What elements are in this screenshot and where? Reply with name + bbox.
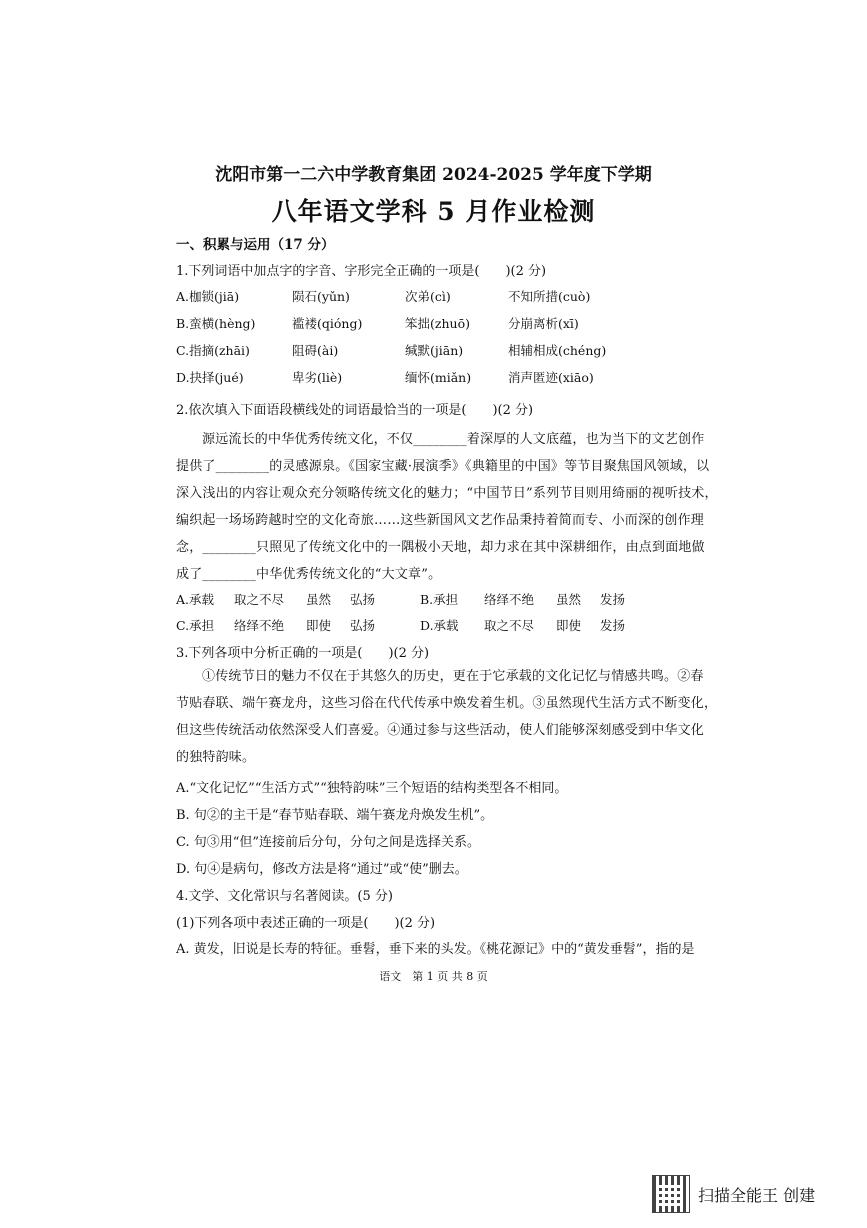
q2-option-d-4: 发扬 [600, 618, 626, 633]
q2-option-a-3: 虽然 [306, 592, 332, 607]
q1-option-a-4: 不知所措(cuò) [508, 289, 591, 304]
q3-passage-line: 但这些传统活动依然深受人们喜爱。④通过参与这些活动，使人们能够深刻感受到中华文化 [176, 723, 705, 738]
q2-option-a-4: 弘扬 [350, 592, 376, 607]
q2-passage-line: 深入浅出的内容让观众充分领略传统文化的魅力；“中国节日”系列节目则用绮丽的视听技术， [176, 486, 718, 501]
q2-option-a-1: A.承载 [176, 592, 215, 607]
q2-passage-line: 源远流长的中华优秀传统文化，不仅________着深厚的人文底蕴，也为当下的文艺创作 [202, 432, 705, 447]
q1-option-d-4: 消声匿迹(xiāo) [508, 370, 594, 385]
q2-option-a-2: 取之不尽 [234, 592, 285, 607]
q1-option-c-3: 缄默(jiān) [405, 343, 464, 358]
section-heading: 一、积累与运用（17 分） [176, 237, 335, 253]
q2-option-d-1: D.承载 [420, 618, 459, 633]
q3-option-c: C. 句③用“但”连接前后分句，分句之间是选择关系。 [176, 835, 481, 850]
q1-option-b-2: 褴褛(qióng) [292, 316, 363, 331]
q3-passage-line: 节贴春联、端午赛龙舟，这些习俗在代代传承中焕发着生机。③虽然现代生活方式不断变化， [176, 696, 718, 711]
q1-option-c-4: 相辅相成(chéng) [508, 343, 607, 358]
question-4-stem: 4.文学、文化常识与名著阅读。(5 分) [176, 889, 393, 904]
question-1-stem: 1.下列词语中加点字的字音、字形完全正确的一项是( )(2 分) [176, 264, 547, 279]
q1-option-c-1: C.指摘(zhāi) [176, 343, 250, 358]
q2-passage-line: 提供了________的灵感源泉。《国家宝藏·展演季》《典籍里的中国》等节目聚焦国风领域，以 [176, 459, 710, 474]
page-footer: 语文 第 1 页 共 8 页 [379, 970, 488, 983]
q2-option-d-2: 取之不尽 [484, 618, 535, 633]
q3-option-a: A.“文化记忆”“生活方式”“独特韵味”三个短语的结构类型各不相同。 [176, 781, 568, 796]
q2-option-d-3: 即使 [556, 618, 582, 633]
q1-option-a-2: 陨石(yǔn) [292, 289, 350, 304]
q2-option-b-3: 虽然 [556, 592, 582, 607]
page-title: 八年语文学科 5 月作业检测 [271, 197, 596, 226]
question-2-stem: 2.依次填入下面语段横线处的词语最恰当的一项是( )(2 分) [176, 403, 534, 418]
q3-option-d: D. 句④是病句，修改方法是将“通过”或“使”删去。 [176, 862, 468, 877]
q2-option-b-1: B.承担 [420, 592, 459, 607]
q3-option-b: B. 句②的主干是“春节贴春联、端午赛龙舟焕发生机”。 [176, 808, 494, 823]
q2-option-b-4: 发扬 [600, 592, 626, 607]
q1-option-b-1: B.蛮横(hèng) [176, 316, 256, 331]
q1-option-b-4: 分崩离析(xī) [508, 316, 579, 331]
q2-passage-line: 念，________只照见了传统文化中的一隅极小天地，却力求在其中深耕细作，由点到面地做 [176, 540, 705, 555]
q1-option-a-3: 次弟(cì) [405, 289, 451, 304]
qr-code-icon [652, 1175, 690, 1213]
q1-option-a-1: A.枷锁(jiā) [176, 289, 240, 304]
q2-option-b-2: 络绎不绝 [484, 592, 535, 607]
q1-option-d-1: D.抉择(jué) [176, 370, 244, 385]
q2-option-c-1: C.承担 [176, 618, 215, 633]
q3-passage-line: 的独特韵味。 [176, 750, 256, 765]
q2-option-c-2: 络绎不绝 [234, 618, 285, 633]
question-4-sub1: (1)下列各项中表述正确的一项是( )(2 分) [176, 916, 436, 931]
q1-option-b-3: 笨拙(zhuō) [405, 316, 470, 331]
question-3-stem: 3.下列各项中分析正确的一项是( )(2 分) [176, 646, 430, 661]
scanner-watermark: 扫描全能王 创建 [698, 1186, 816, 1205]
q2-option-c-4: 弘扬 [350, 618, 376, 633]
q3-passage-line: ①传统节日的魅力不仅在于其悠久的历史，更在于它承载的文化记忆与情感共鸣。②春 [202, 669, 704, 684]
q1-option-d-2: 卑劣(liè) [292, 370, 343, 385]
q4-option-a: A. 黄发，旧说是长寿的特征。垂髫，垂下来的头发。《桃花源记》中的“黄发垂髫”，指的是 [176, 942, 695, 957]
q1-option-c-2: 阻碍(ài) [292, 343, 339, 358]
q1-option-d-3: 缅怀(miǎn) [405, 370, 472, 385]
q2-passage-line: 编织起一场场跨越时空的文化奇旅……这些新国风文艺作品秉持着简而专、小而深的创作理 [176, 513, 705, 528]
school-header: 沈阳市第一二六中学教育集团 2024-2025 学年度下学期 [215, 165, 652, 185]
q2-option-c-3: 即使 [306, 618, 332, 633]
q2-passage-line: 成了________中华优秀传统文化的“大文章”。 [176, 567, 442, 582]
